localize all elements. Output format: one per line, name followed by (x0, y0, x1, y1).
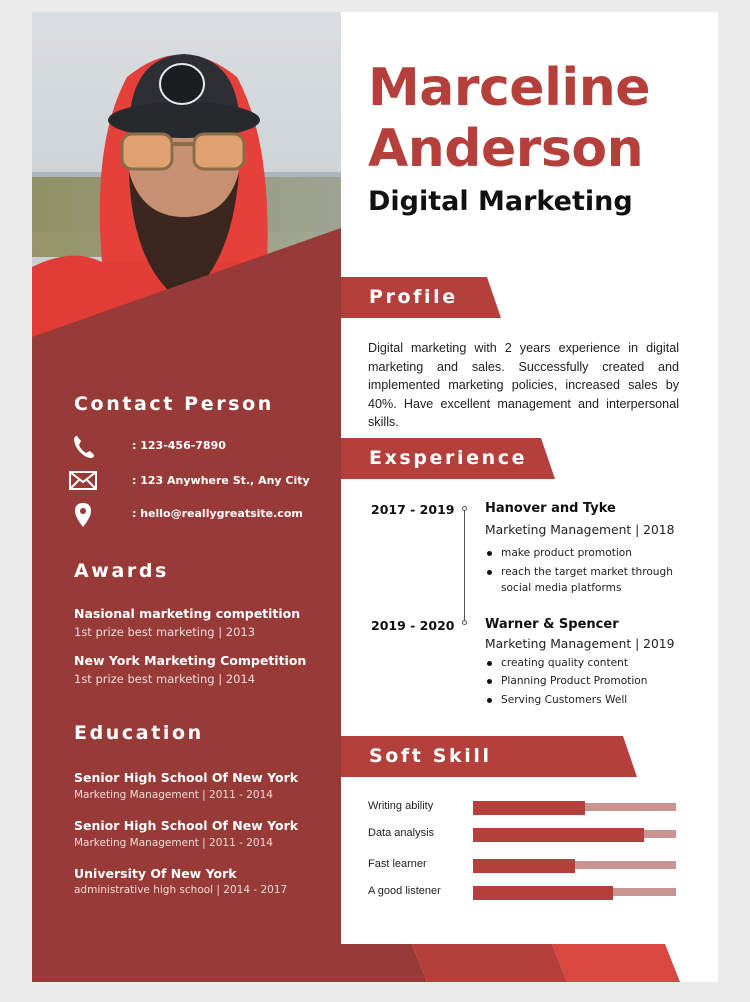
contact-phone (68, 433, 328, 461)
experience-years: 2017 - 2019 (371, 502, 455, 517)
portrait-photo (32, 12, 341, 342)
skill-bar-fill (473, 886, 613, 900)
experience-bullet: Serving Customers Well (485, 693, 685, 709)
job-title: Digital Marketing (368, 186, 633, 217)
timeline-dot (462, 506, 467, 511)
footer-decoration (32, 940, 718, 982)
resume-page (32, 12, 718, 982)
education-sub: Marketing Management | 2011 - 2014 (74, 837, 273, 849)
timeline-dot (462, 620, 467, 625)
phone-icon (68, 433, 98, 461)
award-title: New York Marketing Competition (74, 653, 307, 668)
experience-role: Marketing Management | 2019 (485, 637, 675, 651)
experience-company: Hanover and Tyke (485, 501, 616, 516)
experience-bullet: make product promotion (485, 546, 685, 562)
experience-company: Warner & Spencer (485, 617, 619, 632)
experience-heading: Exsperience (369, 447, 528, 469)
experience-bullet: reach the target market through social media platforms (485, 565, 685, 596)
profile-banner (341, 277, 501, 318)
education-title: Senior High School Of New York (74, 818, 299, 833)
profile-text: Digital marketing with 2 years experience in digital marketing and sales. Successfully created and implemented marketing policies, increased sales by 40%. Have excellent management and interpersonal skills. (368, 341, 679, 429)
skill-bar (473, 888, 676, 896)
skill-bar (473, 803, 676, 811)
location-pin-icon (68, 501, 98, 529)
experience-banner (341, 438, 555, 479)
contact-email (68, 501, 328, 529)
awards-heading: Awards (74, 560, 169, 582)
contact-phone-text: : 123-456-7890 (132, 439, 226, 452)
experience-years: 2019 - 2020 (371, 618, 455, 633)
skills-heading: Soft Skill (369, 745, 492, 767)
education-heading: Education (74, 722, 204, 744)
award-sub: 1st prize best marketing | 2014 (74, 672, 256, 686)
skill-label: A good listener (368, 885, 441, 897)
skills-banner (341, 736, 637, 777)
education-sub: administrative high school | 2014 - 2017 (74, 884, 288, 896)
award-title: Nasional marketing competition (74, 606, 301, 621)
mail-icon (68, 468, 98, 496)
skill-label: Fast learner (368, 858, 427, 870)
skill-bar (473, 861, 676, 869)
education-title: Senior High School Of New York (74, 770, 299, 785)
name-last: Anderson (368, 119, 644, 179)
contact-address-text: : 123 Anywhere St., Any City (132, 474, 310, 487)
skill-bar-fill (473, 859, 575, 873)
skill-label: Writing ability (368, 800, 434, 812)
education-title: University Of New York (74, 866, 237, 881)
experience-bullet: creating quality content (485, 656, 685, 672)
timeline-line (464, 509, 465, 622)
experience-role: Marketing Management | 2018 (485, 523, 675, 537)
skill-label: Data analysis (368, 827, 435, 839)
experience-bullet: Planning Product Promotion (485, 674, 685, 690)
contact-heading: Contact Person (74, 393, 274, 415)
education-sub: Marketing Management | 2011 - 2014 (74, 789, 273, 801)
contact-address (68, 468, 328, 496)
award-sub: 1st prize best marketing | 2013 (74, 625, 256, 639)
contact-email-text: : hello@reallygreatsite.com (132, 507, 303, 520)
profile-heading: Profile (369, 286, 458, 308)
skill-bar (473, 830, 676, 838)
name-first: Marceline (368, 58, 651, 118)
skill-bar-fill (473, 801, 585, 815)
skill-bar-fill (473, 828, 644, 842)
